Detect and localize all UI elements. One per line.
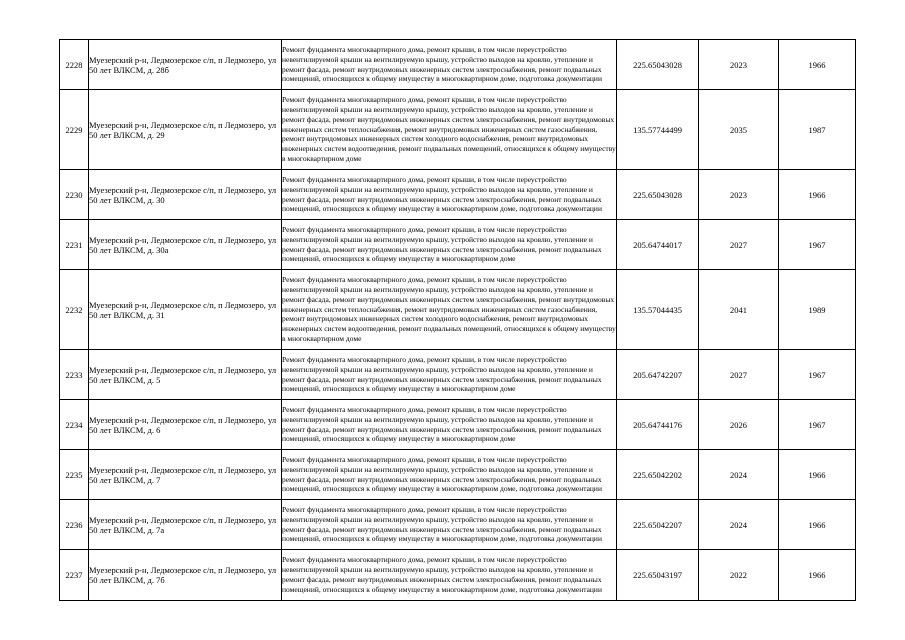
row-number: 2237 <box>60 550 89 601</box>
repair-year-cell: 2041 <box>699 270 779 350</box>
address-cell: Муезерский р-н, Ледмозерское с/п, п Ледмозеро, ул 50 лет ВЛКСМ, д. 29 <box>89 90 282 170</box>
row-number: 2234 <box>60 400 89 450</box>
repair-year-cell: 2035 <box>699 90 779 170</box>
row-number: 2232 <box>60 270 89 350</box>
address-cell: Муезерский р-н, Ледмозерское с/п, п Ледмозеро, ул 50 лет ВЛКСМ, д. 30а <box>89 220 282 270</box>
table-row <box>60 400 856 450</box>
address-cell: Муезерский р-н, Ледмозерское с/п, п Ледмозеро, ул 50 лет ВЛКСМ, д. 5 <box>89 350 282 400</box>
address-cell: Муезерский р-н, Ледмозерское с/п, п Ледмозеро, ул 50 лет ВЛКСМ, д. 28б <box>89 40 282 90</box>
address-cell: Муезерский р-н, Ледмозерское с/п, п Ледмозеро, ул 50 лет ВЛКСМ, д. 7б <box>89 550 282 601</box>
cost-cell: 225.65042207 <box>617 500 699 550</box>
repair-year-cell: 2022 <box>699 550 779 601</box>
build-year-cell: 1967 <box>779 350 856 400</box>
table-row <box>60 220 856 270</box>
build-year-cell: 1967 <box>779 220 856 270</box>
build-year-cell: 1966 <box>779 550 856 601</box>
cost-cell: 205.64744017 <box>617 220 699 270</box>
table-row <box>60 450 856 500</box>
cost-cell: 225.65043028 <box>617 170 699 220</box>
works-cell: Ремонт фундамента многоквартирного дома, ремонт крыши, в том числе переустройство невентилируемой крыши на вентилируемую крышу, устройство выходов на кровлю, утепление и ремонт фасада, ремонт внутридомовых инженерных систем электроснабжения, ремонт внутридомовых инженерных систем теплоснабжения, ремонт внутридомовых инженерных систем газоснабжения, ремонт внутридомовых инженерных систем холодного водоснабжения, ремонт внутридомовых инженерных систем водоотведения, ремонт подвальных помещений, относящихся к общему имуществу в многоквартирном доме <box>282 270 617 350</box>
cost-cell: 135.57744499 <box>617 90 699 170</box>
row-number: 2236 <box>60 500 89 550</box>
address-cell: Муезерский р-н, Ледмозерское с/п, п Ледмозеро, ул 50 лет ВЛКСМ, д. 7 <box>89 450 282 500</box>
row-number: 2233 <box>60 350 89 400</box>
row-number: 2229 <box>60 90 89 170</box>
works-cell: Ремонт фундамента многоквартирного дома, ремонт крыши, в том числе переустройство невентилируемой крыши на вентилируемую крышу, устройство выходов на кровлю, утепление и ремонт фасада, ремонт внутридомовых инженерных систем электроснабжения, ремонт внутридомовых инженерных систем теплоснабжения, ремонт внутридомовых инженерных систем газоснабжения, ремонт внутридомовых инженерных систем холодного водоснабжения, ремонт внутридомовых инженерных систем водоотведения, ремонт подвальных помещений, относящихся к общему имуществу в многоквартирном доме <box>282 90 617 170</box>
repair-year-cell: 2023 <box>699 170 779 220</box>
works-cell: Ремонт фундамента многоквартирного дома, ремонт крыши, в том числе переустройство невентилируемой крыши на вентилируемую крышу, устройство выходов на кровлю, утепление и ремонт фасада, ремонт внутридомовых инженерных систем электроснабжения, ремонт подвальных помещений, относящихся к общему имуществу в многоквартирном доме <box>282 220 617 270</box>
repair-year-cell: 2023 <box>699 40 779 90</box>
works-cell: Ремонт фундамента многоквартирного дома, ремонт крыши, в том числе переустройство невентилируемой крыши на вентилируемую крышу, устройство выходов на кровлю, утепление и ремонт фасада, ремонт внутридомовых инженерных систем электроснабжения, ремонт подвальных помещений, относящихся к общему имуществу в многоквартирном доме <box>282 400 617 450</box>
cost-cell: 225.65043197 <box>617 550 699 601</box>
build-year-cell: 1966 <box>779 500 856 550</box>
works-cell: Ремонт фундамента многоквартирного дома, ремонт крыши, в том числе переустройство невентилируемой крыши на вентилируемую крышу, устройство выходов на кровлю, утепление и ремонт фасада, ремонт внутридомовых инженерных систем электроснабжения, ремонт подвальных помещений, относящихся к общему имуществу в многоквартирном доме <box>282 350 617 400</box>
repair-year-cell: 2027 <box>699 220 779 270</box>
build-year-cell: 1966 <box>779 450 856 500</box>
row-number: 2231 <box>60 220 89 270</box>
table-row <box>60 500 856 550</box>
build-year-cell: 1966 <box>779 40 856 90</box>
cost-cell: 205.64742207 <box>617 350 699 400</box>
repair-year-cell: 2024 <box>699 450 779 500</box>
address-cell: Муезерский р-н, Ледмозерское с/п, п Ледмозеро, ул 50 лет ВЛКСМ, д. 6 <box>89 400 282 450</box>
build-year-cell: 1967 <box>779 400 856 450</box>
works-cell: Ремонт фундамента многоквартирного дома, ремонт крыши, в том числе переустройство невентилируемой крыши на вентилируемую крышу, устройство выходов на кровлю, утепление и ремонт фасада, ремонт внутридомовых инженерных систем электроснабжения, ремонт подвальных помещений, относящихся к общему имуществу в многоквартирном доме, подготовка документации <box>282 500 617 550</box>
address-cell: Муезерский р-н, Ледмозерское с/п, п Ледмозеро, ул 50 лет ВЛКСМ, д. 7а <box>89 500 282 550</box>
table-row <box>60 40 856 90</box>
register-table <box>59 39 856 601</box>
address-cell: Муезерский р-н, Ледмозерское с/п, п Ледмозеро, ул 50 лет ВЛКСМ, д. 30 <box>89 170 282 220</box>
table-row <box>60 90 856 170</box>
build-year-cell: 1966 <box>779 170 856 220</box>
address-cell: Муезерский р-н, Ледмозерское с/п, п Ледмозеро, ул 50 лет ВЛКСМ, д. 31 <box>89 270 282 350</box>
row-number: 2235 <box>60 450 89 500</box>
cost-cell: 135.57044435 <box>617 270 699 350</box>
row-number: 2228 <box>60 40 89 90</box>
cost-cell: 225.65042202 <box>617 450 699 500</box>
works-cell: Ремонт фундамента многоквартирного дома, ремонт крыши, в том числе переустройство невентилируемой крыши на вентилируемую крышу, устройство выходов на кровлю, утепление и ремонт фасада, ремонт внутридомовых инженерных систем электроснабжения, ремонт подвальных помещений, относящихся к общему имуществу в многоквартирном доме, подготовка документации <box>282 550 617 601</box>
table-row <box>60 270 856 350</box>
table-row <box>60 350 856 400</box>
works-cell: Ремонт фундамента многоквартирного дома, ремонт крыши, в том числе переустройство невентилируемой крыши на вентилируемую крышу, устройство выходов на кровлю, утепление и ремонт фасада, ремонт внутридомовых инженерных систем электроснабжения, ремонт подвальных помещений, относящихся к общему имуществу в многоквартирном доме, подготовка документации <box>282 170 617 220</box>
row-number: 2230 <box>60 170 89 220</box>
cost-cell: 205.64744176 <box>617 400 699 450</box>
table-row <box>60 550 856 601</box>
repair-year-cell: 2024 <box>699 500 779 550</box>
repair-year-cell: 2026 <box>699 400 779 450</box>
cost-cell: 225.65043028 <box>617 40 699 90</box>
works-cell: Ремонт фундамента многоквартирного дома, ремонт крыши, в том числе переустройство невентилируемой крыши на вентилируемую крышу, устройство выходов на кровлю, утепление и ремонт фасада, ремонт внутридомовых инженерных систем электроснабжения, ремонт подвальных помещений, относящихся к общему имуществу в многоквартирном доме, подготовка документации <box>282 450 617 500</box>
table-row <box>60 170 856 220</box>
works-cell: Ремонт фундамента многоквартирного дома, ремонт крыши, в том числе переустройство невентилируемой крыши на вентилируемую крышу, устройство выходов на кровлю, утепление и ремонт фасада, ремонт внутридомовых инженерных систем электроснабжения, ремонт подвальных помещений, относящихся к общему имуществу в многоквартирном доме, подготовка документации <box>282 40 617 90</box>
repair-year-cell: 2027 <box>699 350 779 400</box>
build-year-cell: 1987 <box>779 90 856 170</box>
build-year-cell: 1989 <box>779 270 856 350</box>
